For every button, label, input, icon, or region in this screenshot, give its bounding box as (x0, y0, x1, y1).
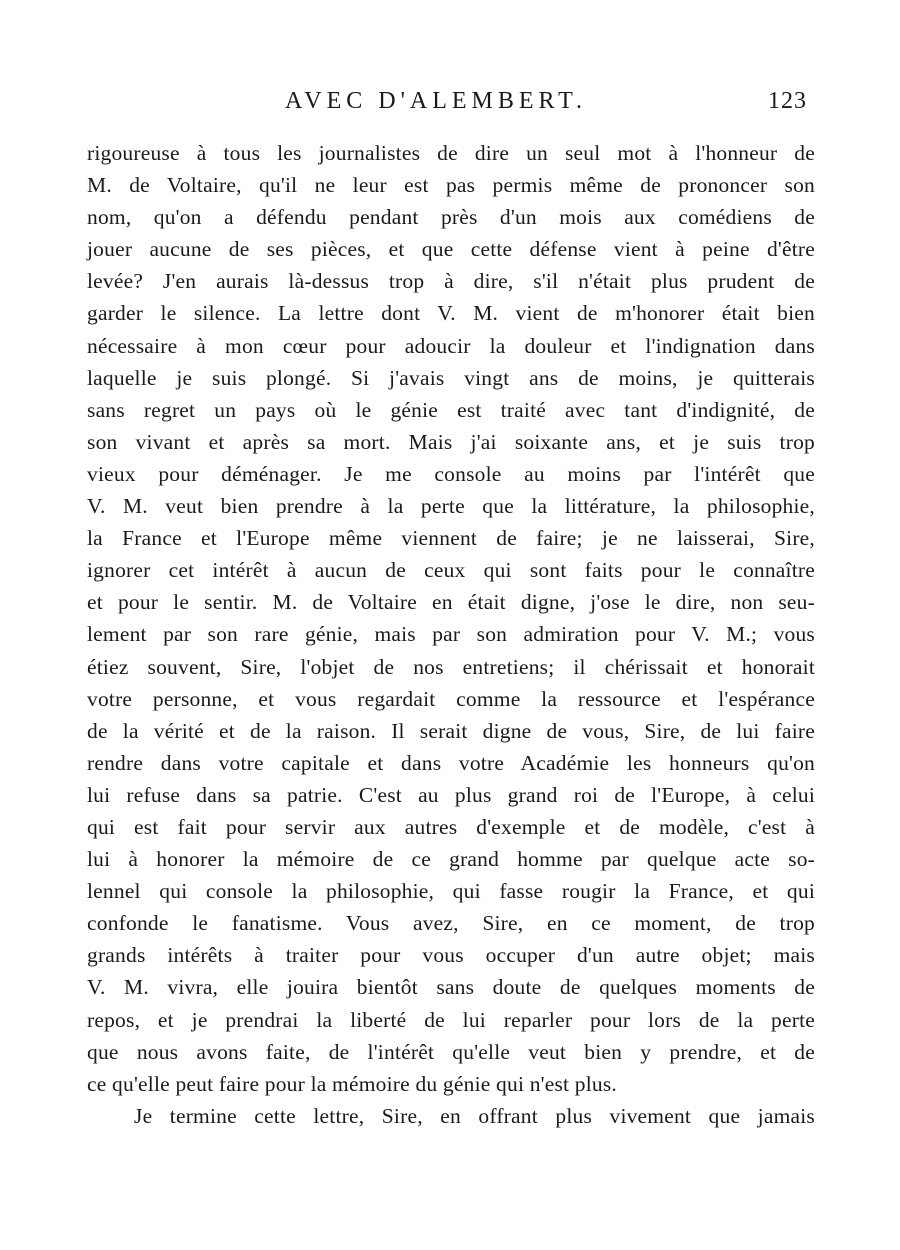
text-line: grands intérêts à traiter pour vous occuper d'un autre objet; mais (87, 943, 815, 968)
text-line: et pour le sentir. M. de Voltaire en était digne, j'ose le dire, non seu- (87, 590, 815, 615)
text-line: lui à honorer la mémoire de ce grand homme par quelque acte so- (87, 847, 815, 872)
text-line: laquelle je suis plongé. Si j'avais vingt ans de moins, je quitterais (87, 365, 815, 390)
body-text (87, 137, 815, 1132)
text-line: étiez souvent, Sire, l'objet de nos entretiens; il chérissait et honorait (87, 654, 815, 679)
text-line: levée? J'en aurais là-dessus trop à dire, s'il n'était plus prudent de (87, 269, 815, 294)
text-line: M. de Voltaire, qu'il ne leur est pas permis même de prononcer son (87, 173, 815, 198)
page-number: 123 (768, 88, 807, 114)
text-line: nécessaire à mon cœur pour adoucir la douleur et l'indignation dans (87, 333, 815, 358)
text-line: rigoureuse à tous les journalistes de dire un seul mot à l'honneur de (87, 141, 815, 165)
running-head (0, 88, 900, 128)
text-line: confonde le fanatisme. Vous avez, Sire, en ce moment, de trop (87, 911, 815, 936)
text-line: nom, qu'on a défendu pendant près d'un mois aux comédiens de (87, 205, 815, 230)
text-line: garder le silence. La lettre dont V. M. vient de m'honorer était bien (87, 301, 815, 326)
text-line: que nous avons faite, de l'intérêt qu'elle veut bien y prendre, et de (87, 1039, 815, 1064)
text-line: lement par son rare génie, mais par son admiration pour V. M.; vous (87, 622, 815, 647)
text-line: Je termine cette lettre, Sire, en offrant plus vivement que jamais (134, 1103, 815, 1128)
text-line: jouer aucune de ses pièces, et que cette défense vient à peine d'être (87, 237, 815, 262)
text-line: vieux pour déménager. Je me console au moins par l'intérêt que (87, 461, 815, 486)
text-line: son vivant et après sa mort. Mais j'ai soixante ans, et je suis trop (87, 429, 815, 454)
text-line: ce qu'elle peut faire pour la mémoire du génie qui n'est plus. (87, 1071, 618, 1096)
text-line: rendre dans votre capitale et dans votre Académie les honneurs qu'on (87, 750, 815, 775)
text-line: sans regret un pays où le génie est traité avec tant d'indignité, de (87, 397, 815, 422)
text-line: votre personne, et vous regardait comme la ressource et l'espérance (87, 686, 815, 711)
running-title: AVEC D'ALEMBERT. (285, 88, 587, 114)
text-line: V. M. veut bien prendre à la perte que la littérature, la philosophie, (87, 494, 815, 519)
text-line: qui est fait pour servir aux autres d'exemple et de modèle, c'est à (87, 814, 815, 839)
text-line: lennel qui console la philosophie, qui fasse rougir la France, et qui (87, 879, 815, 904)
text-line: ignorer cet intérêt à aucun de ceux qui sont faits pour le connaître (87, 558, 815, 583)
text-line: de la vérité et de la raison. Il serait digne de vous, Sire, de lui faire (87, 718, 815, 743)
text-line: repos, et je prendrai la liberté de lui reparler pour lors de la perte (87, 1007, 815, 1032)
text-line: lui refuse dans sa patrie. C'est au plus grand roi de l'Europe, à celui (87, 782, 815, 807)
text-line: V. M. vivra, elle jouira bientôt sans doute de quelques moments de (87, 975, 815, 1000)
text-line: la France et l'Europe même viennent de faire; je ne laisserai, Sire, (87, 526, 815, 551)
